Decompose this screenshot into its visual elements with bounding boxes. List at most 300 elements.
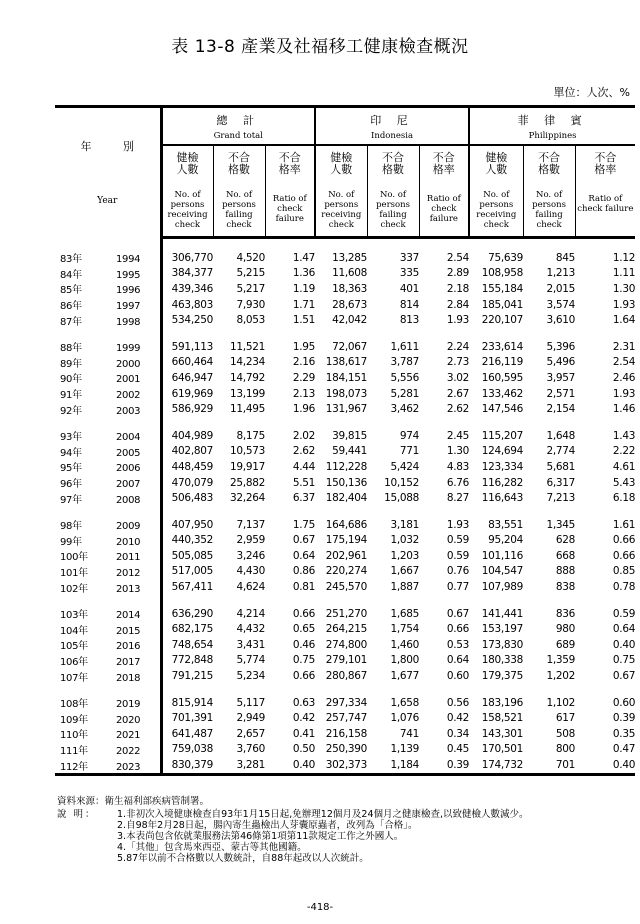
philippines-receiving: 133,462 xyxy=(481,387,524,400)
subcolumn-en: No. of persons failing check xyxy=(532,190,566,230)
subcolumn-en: Ratio of check failure xyxy=(272,194,307,224)
total-failing: 7,137 xyxy=(236,518,265,531)
philippines-ratio: 1.46 xyxy=(612,403,636,416)
indonesia-failing: 974 xyxy=(399,429,420,442)
total-failing: 5,774 xyxy=(236,654,265,667)
year-cell xyxy=(55,668,161,684)
year-header-zh: 年 別 xyxy=(80,140,134,153)
year-cell xyxy=(55,459,161,475)
total-ratio: 2.29 xyxy=(292,371,316,384)
year-roc: 87年 xyxy=(60,316,82,328)
indonesia-ratio: 8.27 xyxy=(446,492,470,505)
indonesia-receiving: 257,747 xyxy=(325,712,368,725)
subcolumn-en: Ratio of check failure xyxy=(577,194,634,214)
subcolumn-header xyxy=(575,145,635,238)
note-item: 2.自98年2月28日起，腸內寄生蟲檢出人芽囊原蟲者，改列為「合格」。 xyxy=(117,820,418,831)
year-cell xyxy=(55,339,161,355)
year-cell xyxy=(55,621,161,637)
philippines-receiving: 183,196 xyxy=(481,696,524,709)
indonesia-ratio: 4.83 xyxy=(446,460,470,473)
total-failing: 14,792 xyxy=(230,371,265,384)
philippines-receiving: 95,204 xyxy=(488,534,524,547)
philippines-failing: 1,648 xyxy=(546,429,576,442)
subcolumn-header xyxy=(419,145,469,238)
year-roc: 101年 xyxy=(60,567,88,579)
total-ratio: 0.50 xyxy=(292,743,316,756)
indonesia-ratio: 6.76 xyxy=(446,476,470,489)
total-failing: 5,234 xyxy=(236,670,265,683)
subcolumn-zh: 健檢 人數 xyxy=(485,151,508,176)
indonesia-ratio: 0.34 xyxy=(446,727,470,740)
philippines-failing: 838 xyxy=(555,581,576,594)
total-failing: 3,246 xyxy=(236,549,265,562)
philippines-failing: 800 xyxy=(555,743,576,756)
table-row xyxy=(55,266,635,282)
philippines-receiving: 101,116 xyxy=(481,549,524,562)
total-receiving: 402,807 xyxy=(171,445,213,458)
subcolumn-header xyxy=(469,145,523,238)
subcolumn-zh: 不合 格數 xyxy=(382,151,405,176)
philippines-receiving: 160,595 xyxy=(481,371,524,384)
indonesia-failing: 1,887 xyxy=(390,581,420,594)
table-row xyxy=(55,355,635,371)
year-ad: 2007 xyxy=(116,479,141,491)
year-header-en: Year xyxy=(97,196,118,206)
table-row xyxy=(55,742,635,758)
philippines-ratio: 2.54 xyxy=(612,356,636,369)
indonesia-receiving: 198,073 xyxy=(325,387,368,400)
indonesia-receiving: 302,373 xyxy=(315,757,367,774)
subcolumn-en: No. of persons receiving check xyxy=(167,190,208,230)
year-ad: 2012 xyxy=(116,567,141,579)
philippines-receiving: 180,338 xyxy=(481,654,524,667)
year-ad: 2014 xyxy=(116,610,141,622)
year-roc: 109年 xyxy=(60,714,88,726)
total-ratio: 0.81 xyxy=(292,581,316,594)
year-cell xyxy=(55,401,161,417)
total-receiving: 641,487 xyxy=(171,727,213,740)
year-roc: 106年 xyxy=(60,656,88,668)
subcolumn-en: No. of persons failing check xyxy=(376,190,410,230)
indonesia-receiving: 251,270 xyxy=(325,607,368,620)
spacer-row xyxy=(55,417,635,428)
philippines-failing: 508 xyxy=(555,727,576,740)
total-receiving: 407,950 xyxy=(171,518,213,531)
total-ratio: 0.42 xyxy=(292,712,316,725)
year-ad: 2009 xyxy=(116,521,141,533)
table-row xyxy=(55,533,635,549)
table-row xyxy=(55,339,635,355)
indonesia-ratio: 0.59 xyxy=(446,534,470,547)
philippines-ratio: 1.30 xyxy=(612,282,636,295)
total-failing: 14,234 xyxy=(230,356,265,369)
total-failing: 5,217 xyxy=(236,282,265,295)
philippines-ratio: 2.46 xyxy=(612,371,636,384)
indonesia-ratio: 2.84 xyxy=(446,298,470,311)
year-roc: 110年 xyxy=(60,730,88,742)
year-ad: 2003 xyxy=(116,405,141,417)
year-ad: 2017 xyxy=(116,656,141,668)
year-cell xyxy=(55,695,161,711)
table-row xyxy=(55,548,635,564)
indonesia-failing: 5,281 xyxy=(390,387,420,400)
indonesia-ratio: 0.67 xyxy=(446,607,470,620)
philippines-failing: 5,681 xyxy=(546,460,576,473)
philippines-failing: 2,015 xyxy=(546,282,576,295)
subcolumn-header xyxy=(213,145,265,238)
indonesia-ratio: 0.77 xyxy=(446,581,470,594)
philippines-receiving: 185,041 xyxy=(481,298,524,311)
indonesia-ratio: 2.45 xyxy=(446,429,470,442)
subcolumn-header xyxy=(315,145,367,238)
philippines-receiving: 116,282 xyxy=(481,476,524,489)
philippines-receiving: 153,197 xyxy=(481,623,524,636)
year-ad: 2015 xyxy=(116,625,141,637)
philippines-receiving: 216,119 xyxy=(481,356,524,369)
year-cell xyxy=(55,742,161,758)
health-check-table xyxy=(55,105,635,776)
indonesia-failing: 1,677 xyxy=(390,670,420,683)
year-ad: 1996 xyxy=(116,285,141,297)
indonesia-ratio: 1.93 xyxy=(446,518,470,531)
indonesia-receiving: 72,067 xyxy=(332,340,368,353)
total-receiving: 701,391 xyxy=(171,712,213,725)
total-receiving: 448,459 xyxy=(171,460,213,473)
indonesia-receiving: 274,800 xyxy=(325,638,368,651)
total-failing: 25,882 xyxy=(230,476,265,489)
total-receiving: 586,929 xyxy=(171,403,213,416)
subcolumn-en: No. of persons receiving check xyxy=(476,190,517,230)
spacer-row xyxy=(55,328,635,339)
year-ad: 2010 xyxy=(116,536,141,548)
year-cell xyxy=(55,490,161,506)
total-receiving: 791,215 xyxy=(171,670,213,683)
total-failing: 5,215 xyxy=(236,267,265,280)
indonesia-receiving: 18,363 xyxy=(332,282,368,295)
year-roc: 93年 xyxy=(60,432,82,444)
indonesia-failing: 337 xyxy=(399,251,420,264)
indonesia-failing: 1,685 xyxy=(390,607,420,620)
year-roc: 92年 xyxy=(60,405,82,417)
year-cell xyxy=(55,564,161,580)
year-cell xyxy=(55,710,161,726)
philippines-ratio: 0.85 xyxy=(612,565,636,578)
indonesia-receiving: 182,404 xyxy=(325,492,368,505)
year-ad: 2016 xyxy=(116,641,141,653)
spacer-row xyxy=(55,506,635,517)
year-roc: 90年 xyxy=(60,374,82,386)
philippines-receiving: 104,547 xyxy=(481,565,524,578)
indonesia-failing: 1,032 xyxy=(390,534,420,547)
total-ratio: 2.13 xyxy=(292,387,316,400)
year-ad: 2005 xyxy=(116,447,141,459)
philippines-failing: 2,774 xyxy=(546,445,576,458)
philippines-ratio: 6.18 xyxy=(612,492,636,505)
table-row xyxy=(55,475,635,491)
total-ratio: 0.41 xyxy=(292,727,316,740)
total-receiving: 506,483 xyxy=(171,492,213,505)
philippines-ratio: 0.40 xyxy=(612,638,636,651)
subcolumn-zh: 不合 格數 xyxy=(538,151,561,176)
indonesia-failing: 1,754 xyxy=(390,623,420,636)
table-row xyxy=(55,653,635,669)
philippines-failing: 3,574 xyxy=(546,298,576,311)
year-roc: 99年 xyxy=(60,536,82,548)
year-roc: 83年 xyxy=(60,254,82,266)
year-roc: 100年 xyxy=(60,552,88,564)
total-ratio: 0.66 xyxy=(292,670,316,683)
total-ratio: 2.62 xyxy=(292,445,316,458)
year-roc: 84年 xyxy=(60,269,82,281)
philippines-ratio: 0.60 xyxy=(612,696,636,709)
year-ad: 2023 xyxy=(116,761,141,773)
year-cell xyxy=(55,444,161,460)
year-cell xyxy=(55,297,161,313)
indonesia-ratio: 0.39 xyxy=(419,757,469,774)
total-ratio: 0.64 xyxy=(292,549,316,562)
year-cell xyxy=(55,653,161,669)
indonesia-failing: 1,460 xyxy=(390,638,420,651)
year-ad: 2002 xyxy=(116,390,141,402)
year-cell xyxy=(55,428,161,444)
philippines-failing: 617 xyxy=(555,712,576,725)
note-item: 5.87年以前不合格數以人數統計，自88年起改以人次統計。 xyxy=(117,853,369,864)
total-ratio: 1.71 xyxy=(292,298,316,311)
total-failing: 10,573 xyxy=(230,445,265,458)
year-cell xyxy=(55,266,161,282)
philippines-receiving: 123,334 xyxy=(481,460,524,473)
philippines-ratio: 0.39 xyxy=(612,712,636,725)
indonesia-failing: 1,611 xyxy=(390,340,420,353)
total-ratio: 1.36 xyxy=(292,267,316,280)
total-receiving: 306,770 xyxy=(171,251,213,264)
philippines-ratio: 0.40 xyxy=(575,757,635,774)
page-number: -418- xyxy=(306,902,334,913)
group-en: Grand total xyxy=(213,130,263,141)
table-row xyxy=(55,444,635,460)
philippines-ratio: 1.93 xyxy=(612,298,636,311)
indonesia-receiving: 184,151 xyxy=(325,371,368,384)
subcolumn-zh: 健檢 人數 xyxy=(330,151,353,176)
note-item: 3.本表尚包含依就業服務法第46條第1項第11款規定工作之外國人。 xyxy=(117,831,404,842)
table-row xyxy=(55,757,635,774)
group-header-indonesia xyxy=(315,107,469,146)
philippines-receiving: 155,184 xyxy=(481,282,524,295)
total-ratio: 1.95 xyxy=(292,340,316,353)
subcolumn-zh: 不合 格率 xyxy=(594,151,617,176)
philippines-failing: 1,102 xyxy=(546,696,576,709)
year-roc: 108年 xyxy=(60,699,88,711)
indonesia-ratio: 0.59 xyxy=(446,549,470,562)
year-ad: 1999 xyxy=(116,343,141,355)
indonesia-failing: 1,184 xyxy=(367,757,419,774)
total-ratio: 0.75 xyxy=(292,654,316,667)
year-roc: 112年 xyxy=(60,761,88,773)
total-receiving: 759,038 xyxy=(171,743,213,756)
indonesia-failing: 335 xyxy=(399,267,420,280)
year-ad: 2018 xyxy=(116,672,141,684)
total-ratio: 0.63 xyxy=(292,696,316,709)
total-failing: 7,930 xyxy=(236,298,265,311)
total-ratio: 5.51 xyxy=(292,476,316,489)
total-failing: 2,959 xyxy=(236,534,265,547)
year-roc: 105年 xyxy=(60,641,88,653)
group-zh: 菲 律 賓 xyxy=(517,113,588,127)
subcolumn-zh: 不合 格率 xyxy=(432,151,455,176)
philippines-receiving: 75,639 xyxy=(488,251,524,264)
total-receiving: 772,848 xyxy=(171,654,213,667)
year-ad: 2013 xyxy=(116,583,141,595)
indonesia-receiving: 264,215 xyxy=(325,623,368,636)
total-failing: 8,175 xyxy=(236,429,265,442)
indonesia-ratio: 0.42 xyxy=(446,712,470,725)
total-receiving: 567,411 xyxy=(171,581,213,594)
indonesia-failing: 1,658 xyxy=(390,696,420,709)
total-failing: 11,495 xyxy=(230,403,265,416)
table-row xyxy=(55,401,635,417)
total-ratio: 1.96 xyxy=(292,403,316,416)
year-roc: 94年 xyxy=(60,447,82,459)
year-cell xyxy=(55,533,161,549)
philippines-receiving: 141,441 xyxy=(481,607,524,620)
indonesia-receiving: 202,961 xyxy=(325,549,368,562)
notes xyxy=(57,796,529,864)
indonesia-receiving: 59,441 xyxy=(332,445,368,458)
year-ad: 1998 xyxy=(116,316,141,328)
philippines-failing: 689 xyxy=(555,638,576,651)
total-receiving: 463,803 xyxy=(171,298,213,311)
total-receiving: 505,085 xyxy=(171,549,213,562)
indonesia-receiving: 39,815 xyxy=(332,429,368,442)
total-failing: 4,430 xyxy=(236,565,265,578)
total-failing: 4,432 xyxy=(236,623,265,636)
total-ratio: 0.46 xyxy=(292,638,316,651)
philippines-failing: 980 xyxy=(555,623,576,636)
indonesia-failing: 741 xyxy=(399,727,420,740)
total-failing: 3,281 xyxy=(213,757,265,774)
total-failing: 3,760 xyxy=(236,743,265,756)
total-receiving: 660,464 xyxy=(171,356,213,369)
year-ad: 2019 xyxy=(116,699,141,711)
total-ratio: 0.40 xyxy=(265,757,315,774)
year-ad: 2006 xyxy=(116,463,141,475)
philippines-failing: 1,213 xyxy=(546,267,576,280)
year-header xyxy=(55,107,161,238)
spacer-row xyxy=(55,238,635,251)
total-receiving: 591,113 xyxy=(171,340,213,353)
total-failing: 19,917 xyxy=(230,460,265,473)
philippines-failing: 6,317 xyxy=(546,476,576,489)
total-receiving: 534,250 xyxy=(171,314,213,327)
philippines-ratio: 4.61 xyxy=(612,460,636,473)
indonesia-failing: 15,088 xyxy=(384,492,420,505)
table-row xyxy=(55,695,635,711)
indonesia-ratio: 0.76 xyxy=(446,565,470,578)
table-row xyxy=(55,606,635,622)
indonesia-failing: 1,203 xyxy=(390,549,420,562)
indonesia-failing: 3,181 xyxy=(390,518,420,531)
philippines-failing: 5,496 xyxy=(546,356,576,369)
indonesia-receiving: 220,274 xyxy=(325,565,368,578)
table-row xyxy=(55,726,635,742)
table-row xyxy=(55,459,635,475)
spacer-row xyxy=(55,595,635,606)
subcolumn-header xyxy=(523,145,575,238)
group-zh: 印 尼 xyxy=(370,113,414,127)
year-cell xyxy=(55,517,161,533)
philippines-receiving: 116,643 xyxy=(481,492,524,505)
total-receiving: 748,654 xyxy=(171,638,213,651)
indonesia-receiving: 112,228 xyxy=(325,460,368,473)
philippines-ratio: 2.22 xyxy=(612,445,636,458)
philippines-ratio: 0.66 xyxy=(612,549,636,562)
subcolumn-header xyxy=(161,145,213,238)
philippines-receiving: 107,989 xyxy=(481,581,524,594)
philippines-receiving: 124,694 xyxy=(481,445,524,458)
year-roc: 111年 xyxy=(60,745,88,757)
year-roc: 91年 xyxy=(60,390,82,402)
philippines-failing: 2,154 xyxy=(546,403,576,416)
philippines-failing: 668 xyxy=(555,549,576,562)
philippines-receiving: 173,830 xyxy=(481,638,524,651)
indonesia-receiving: 297,334 xyxy=(325,696,368,709)
indonesia-ratio: 1.30 xyxy=(446,445,470,458)
total-ratio: 6.37 xyxy=(292,492,316,505)
notes-label: 說 明： xyxy=(57,809,97,820)
indonesia-receiving: 11,608 xyxy=(332,267,368,280)
indonesia-failing: 3,787 xyxy=(390,356,420,369)
year-roc: 104年 xyxy=(60,625,88,637)
total-failing: 8,053 xyxy=(236,314,265,327)
philippines-ratio: 0.35 xyxy=(612,727,636,740)
philippines-ratio: 0.64 xyxy=(612,623,636,636)
total-failing: 3,431 xyxy=(236,638,265,651)
philippines-ratio: 5.43 xyxy=(612,476,636,489)
indonesia-failing: 814 xyxy=(399,298,420,311)
philippines-failing: 2,571 xyxy=(546,387,576,400)
year-cell xyxy=(55,726,161,742)
philippines-failing: 888 xyxy=(555,565,576,578)
indonesia-receiving: 42,042 xyxy=(332,314,368,327)
philippines-receiving: 143,301 xyxy=(481,727,524,740)
philippines-receiving: 147,546 xyxy=(481,403,524,416)
total-failing: 11,521 xyxy=(230,340,265,353)
indonesia-ratio: 2.89 xyxy=(446,267,470,280)
spacer-row xyxy=(55,684,635,695)
total-failing: 32,264 xyxy=(230,492,265,505)
year-cell xyxy=(55,250,161,266)
year-roc: 98年 xyxy=(60,521,82,533)
year-ad: 2000 xyxy=(116,358,141,370)
table-row xyxy=(55,564,635,580)
indonesia-failing: 813 xyxy=(399,314,420,327)
philippines-receiving: 158,521 xyxy=(481,712,524,725)
indonesia-ratio: 3.02 xyxy=(446,371,470,384)
indonesia-receiving: 138,617 xyxy=(325,356,368,369)
year-cell xyxy=(55,579,161,595)
group-header-philippines xyxy=(469,107,635,146)
total-ratio: 0.65 xyxy=(292,623,316,636)
total-receiving: 646,947 xyxy=(171,371,213,384)
group-en: Philippines xyxy=(528,130,577,141)
indonesia-receiving: 216,158 xyxy=(325,727,368,740)
philippines-failing: 628 xyxy=(555,534,576,547)
year-roc: 85年 xyxy=(60,285,82,297)
indonesia-failing: 401 xyxy=(399,282,420,295)
year-roc: 103年 xyxy=(60,610,88,622)
table-row xyxy=(55,297,635,313)
total-receiving: 517,005 xyxy=(171,565,213,578)
